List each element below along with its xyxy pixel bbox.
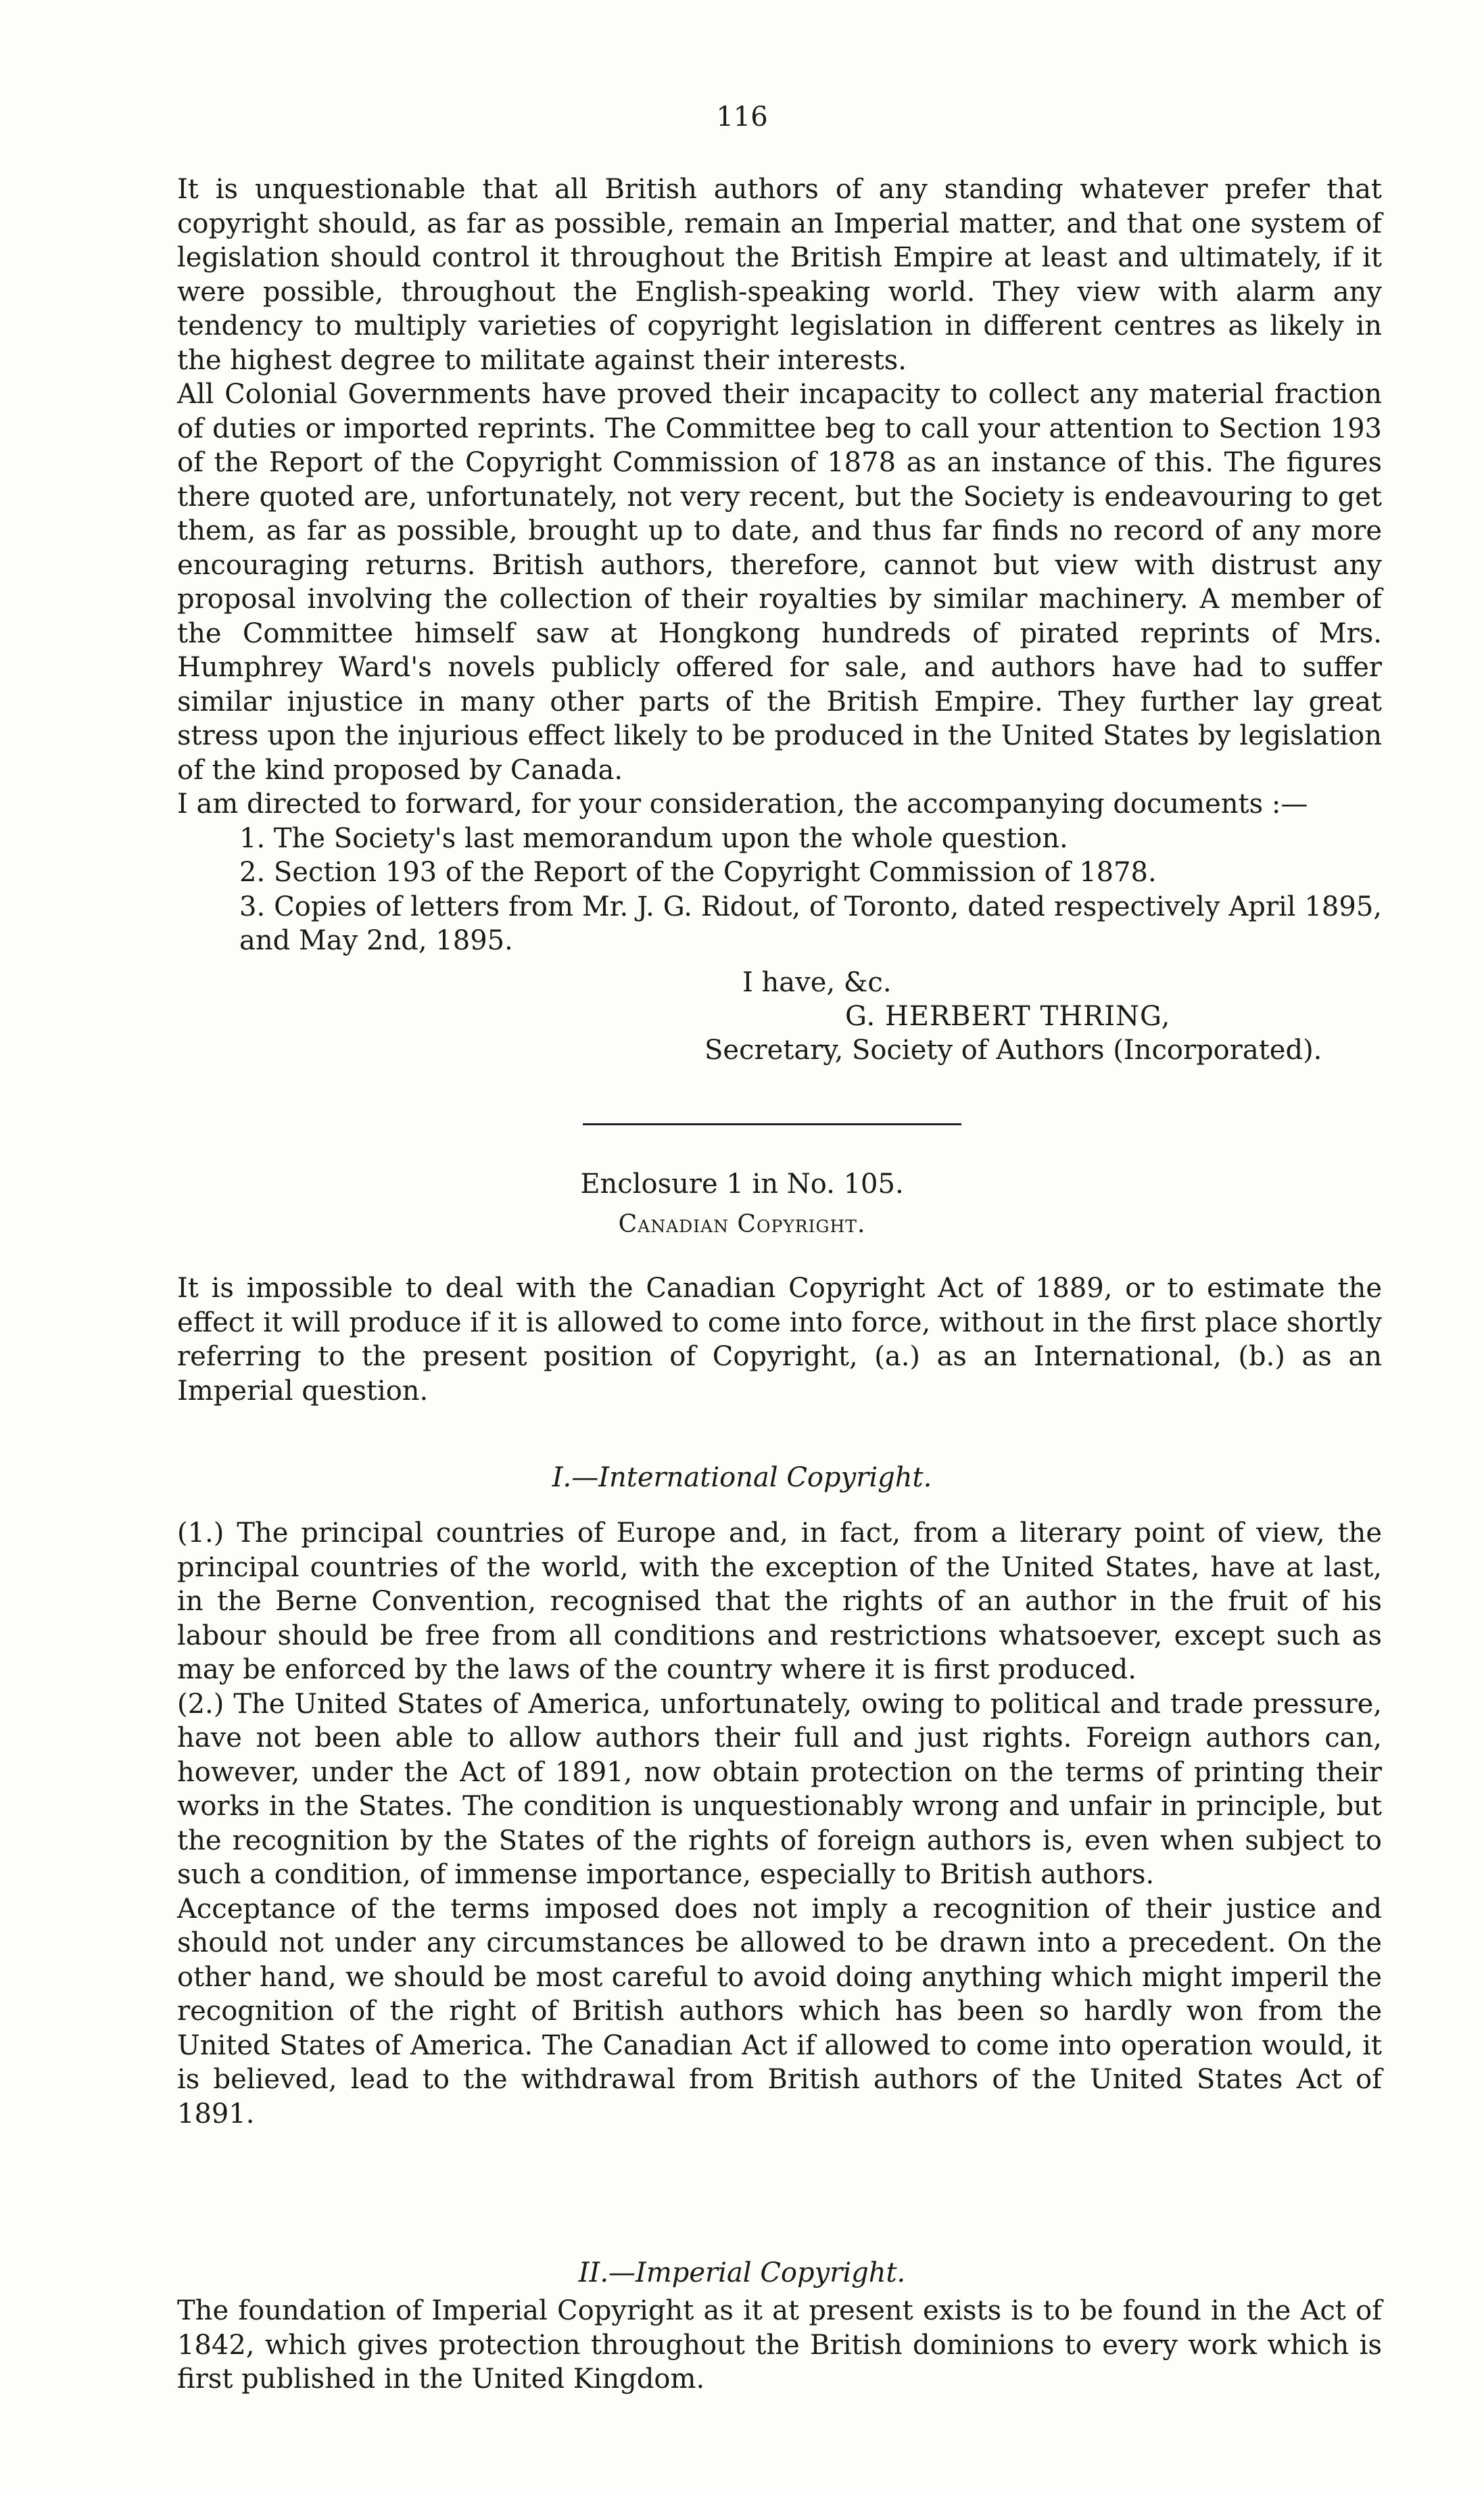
enclosure-intro <box>177 1271 1382 1408</box>
paragraph-intro: It is impossible to deal with the Canadian Copyright Act of 1889, or to estimate the effect it will produce if it is allowed to come into force, without in the first place shortly referring to the present position of Copyright, (a.) as an International, (b.) as an Imperial question. <box>177 1273 1382 1407</box>
paragraph-forwarding: I am directed to forward, for your consideration, the accompanying documents :— <box>177 789 1308 820</box>
list-number: 1. <box>239 822 266 854</box>
enclosure-heading: Enclosure 1 in No. 105. <box>580 1169 904 1200</box>
section-heading-imperial: II.—Imperial Copyright. <box>578 2257 906 2288</box>
list-text: The Society's last memorandum upon the whole question. <box>273 822 1068 854</box>
list-text: Copies of letters from Mr. J. G. Ridout, of Toronto, dated respectively April 1895, and May 2nd, 1895. <box>239 891 1382 956</box>
section-divider <box>583 1123 961 1125</box>
section-international-body <box>177 1516 1382 2131</box>
enclosure-subheading: Canadian Copyright. <box>618 1210 866 1238</box>
signature-title: Secretary, Society of Authors (Incorporated). <box>704 1035 1322 1066</box>
signature-closing: I have, &c. <box>742 967 892 998</box>
paragraph-colonial-governments: All Colonial Governments have proved their incapacity to collect any material fraction of duties or imported reprints. The Committee beg to call your attention to Section 193 of the Report of the Copyright Commission of 1878 as an instance of this. The figures there quoted are, unfortunately, not very recent, but the Society is endeavouring to get them, as far as possible, brought up to date, and thus far finds no record of any more encouraging returns. British authors, therefore, cannot but view with distrust any proposal involving the collection of their royalties by similar machinery. A member of the Committee himself saw at Hongkong hundreds of pirated reprints of Mrs. Humphrey Ward's novels publicly offered for sale, and authors have had to suffer similar injustice in many other parts of the British Empire. They further lay great stress upon the injurious effect likely to be produced in the United States by legislation of the kind proposed by Canada. <box>177 379 1382 786</box>
list-text: Section 193 of the Report of the Copyright Commission of 1878. <box>273 857 1157 888</box>
page-number: 116 <box>716 101 768 133</box>
list-item-document-2 <box>177 855 1382 890</box>
list-item-document-3 <box>177 890 1382 958</box>
list-number: 3. <box>239 891 266 922</box>
section-heading-international: I.—International Copyright. <box>552 1462 932 1493</box>
letter-body <box>177 172 1382 958</box>
paragraph-acceptance: Acceptance of the terms imposed does not imply a recognition of their justice and should not under any circumstances be allowed to be drawn into a precedent. On the other hand, we should be most careful to avoid doing anything which might imperil the recognition of the right of British authors which has been so hardly won from the United States of America. The Canadian Act if allowed to come into operation would, it is believed, lead to the withdrawal from British authors of the United States Act of 1891. <box>177 1893 1382 2130</box>
list-item-document-1 <box>177 822 1382 856</box>
paragraph-berne: (1.) The principal countries of Europe and, in fact, from a literary point of view, the principal countries of the world, with the exception of the United States, have at last, in the Berne Convention, recognised that the rights of an author in the fruit of his labour should be free from all conditions and restrictions whatsoever, except such as may be enforced by the laws of the country where it is first produced. <box>177 1517 1382 1685</box>
paragraph-united-states: (2.) The United States of America, unfortunately, owing to political and trade pressure, have not been able to allow authors their full and just rights. Foreign authors can, however, under the Act of 1891, now obtain protection on the terms of printing their works in the States. The condition is unquestionably wrong and unfair in principle, but the recognition by the States of the rights of foreign authors is, even when subject to such a condition, of immense importance, especially to British authors. <box>177 1688 1382 1890</box>
paragraph-act-1842: The foundation of Imperial Copyright as it at present exists is to be found in the Act of 1842, which gives protection throughout the British dominions to every work which is first published in the United Kingdom. <box>177 2295 1382 2395</box>
signature-name: G. HERBERT THRING, <box>845 1001 1171 1032</box>
section-imperial-body <box>177 2294 1382 2397</box>
list-number: 2. <box>239 857 266 888</box>
paragraph-authors-preference: It is unquestionable that all British authors of any standing whatever prefer that copyright should, as far as possible, remain an Imperial matter, and that one system of legislation should control it throughout the British Empire at least and ultimately, if it were possible, throughout the English-speaking world. They view with alarm any tendency to multiply varieties of copyright legislation in different centres as likely in the highest degree to militate against their interests. <box>177 174 1382 376</box>
